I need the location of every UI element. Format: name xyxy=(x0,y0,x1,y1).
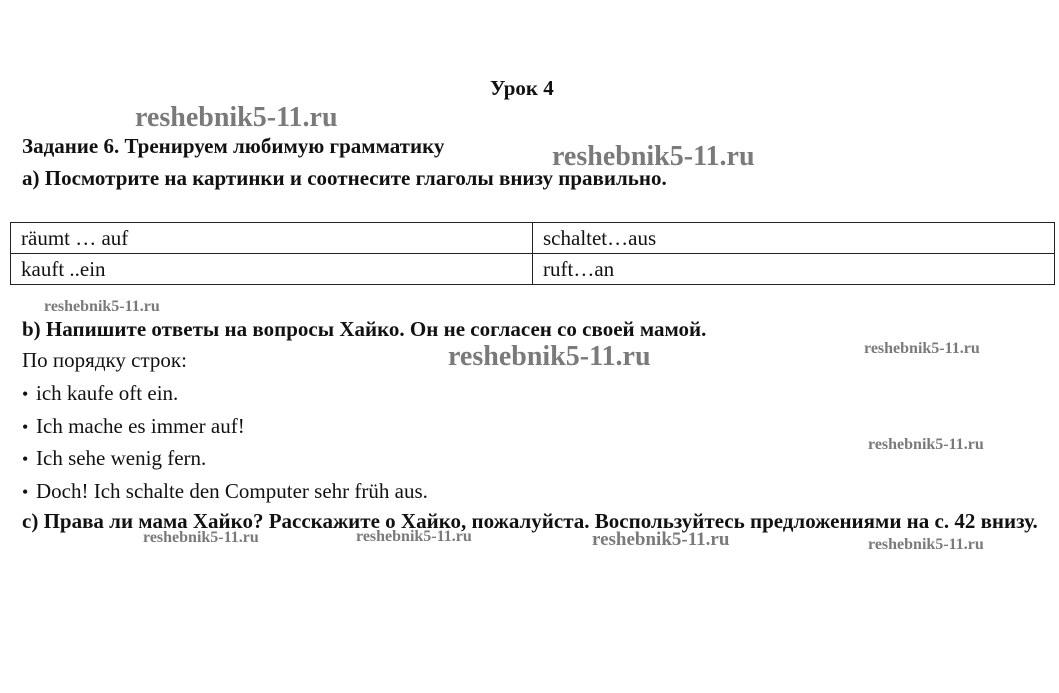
table-row xyxy=(11,223,1055,254)
bullet-icon: • xyxy=(22,416,29,437)
bullet-icon: • xyxy=(22,449,29,469)
watermark: reshebnik5-11.ru xyxy=(44,298,160,315)
watermark: reshebnik5-11.ru xyxy=(135,102,338,133)
answers-list xyxy=(22,378,428,508)
table-cell: ruft…an xyxy=(533,254,1055,285)
watermark: reshebnik5-11.ru xyxy=(356,528,472,545)
answer-text: Ich sehe wenig fern. xyxy=(36,446,207,470)
table-cell: kauft ..ein xyxy=(11,254,533,285)
table-row xyxy=(11,254,1055,285)
list-item xyxy=(22,476,428,509)
part-a-instruction: a) Посмотрите на картинки и соотнесите глаголы внизу правильно. xyxy=(22,166,667,190)
list-item xyxy=(22,378,428,411)
order-intro: По порядку строк: xyxy=(22,348,187,372)
table-cell: schaltet…aus xyxy=(533,223,1055,254)
part-b-instruction: b) Напишите ответы на вопросы Хайко. Он не согласен со своей мамой. xyxy=(22,317,707,341)
watermark: reshebnik5-11.ru xyxy=(868,436,984,453)
list-item xyxy=(22,443,428,476)
verbs-table xyxy=(10,222,1055,285)
part-c-instruction: c) Права ли мама Хайко? Расскажите о Хайко, пожалуйста. Воспользуйтесь предложениями на с. 42 внизу. xyxy=(22,509,1038,533)
answer-text: Doch! Ich schalte den Computer sehr früh aus. xyxy=(36,478,428,503)
answer-text: ich kaufe oft ein. xyxy=(36,381,179,405)
bullet-icon: • xyxy=(22,384,29,404)
table-cell: räumt … auf xyxy=(11,223,533,254)
bullet-icon: • xyxy=(22,481,29,502)
watermark: reshebnik5-11.ru xyxy=(864,340,980,357)
watermark: reshebnik5-11.ru xyxy=(552,141,755,172)
watermark: reshebnik5-11.ru xyxy=(448,341,651,372)
task-title: Задание 6. Тренируем любимую грамматику xyxy=(22,134,445,158)
watermark: reshebnik5-11.ru xyxy=(868,536,984,553)
watermark: reshebnik5-11.ru xyxy=(592,529,730,550)
lesson-title: Урок 4 xyxy=(490,76,554,100)
answer-text: Ich mache es immer auf! xyxy=(36,413,245,438)
watermark: reshebnik5-11.ru xyxy=(143,529,259,546)
list-item xyxy=(22,411,428,444)
